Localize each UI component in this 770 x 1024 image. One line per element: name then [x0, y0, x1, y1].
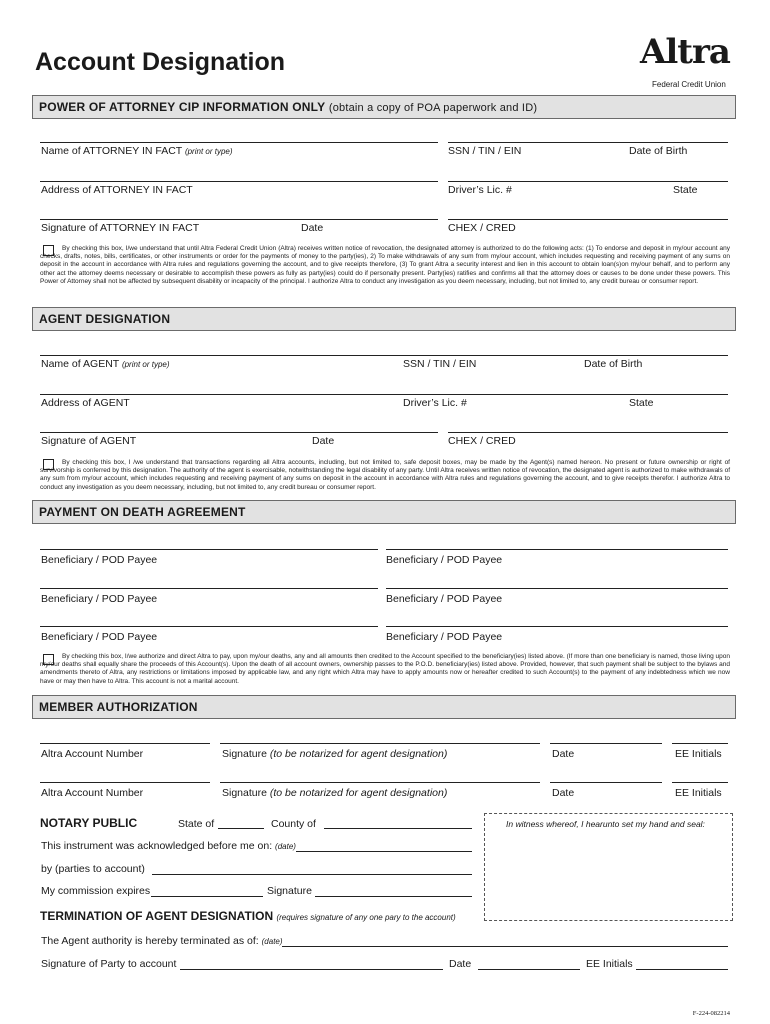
- termination-ee-label: EE Initials: [586, 958, 633, 970]
- member-account-line-2[interactable]: [40, 782, 210, 783]
- termination-signature-label: Signature of Party to account: [41, 958, 177, 970]
- poa-name-line[interactable]: [40, 142, 438, 143]
- poa-dl-label: Driver’s Lic. #: [448, 184, 512, 196]
- member-date-line-2[interactable]: [550, 782, 662, 783]
- agent-ssn-label: SSN / TIN / EIN: [403, 358, 477, 370]
- member-ee-line-1[interactable]: [672, 743, 728, 744]
- member-date-label-1: Date: [552, 748, 575, 760]
- member-ee-label-1: EE Initials: [675, 748, 722, 760]
- agent-signature-line[interactable]: [40, 432, 438, 433]
- poa-dl-line[interactable]: [448, 181, 728, 182]
- agent-name-line[interactable]: [40, 355, 728, 356]
- pod-beneficiary-label-3b: Beneficiary / POD Payee: [386, 631, 503, 643]
- notary-signature-label: Signature: [267, 885, 312, 897]
- termination-date2-label: Date: [449, 958, 472, 970]
- poa-ssn-label: SSN / TIN / EIN: [448, 145, 522, 157]
- member-signature-line-1[interactable]: [220, 743, 540, 744]
- pod-line-1a[interactable]: [40, 549, 378, 550]
- agent-address-label: Address of AGENT: [41, 397, 130, 409]
- notary-seal-box[interactable]: [484, 813, 733, 921]
- page-title: Account Designation: [35, 48, 286, 76]
- notary-commission-label: My commission expires: [41, 885, 151, 897]
- pod-beneficiary-label-1b: Beneficiary / POD Payee: [386, 554, 503, 566]
- poa-header-note: (obtain a copy of POA paperwork and ID): [328, 102, 538, 114]
- agent-address-line[interactable]: [40, 394, 728, 395]
- member-date-line-1[interactable]: [550, 743, 662, 744]
- agent-section-header: [32, 307, 736, 331]
- altra-logo: Altra: [640, 32, 730, 72]
- poa-address-label: Address of ATTORNEY IN FACT: [41, 184, 193, 196]
- notary-ack-label: This instrument was acknowledged before me on: (date): [41, 840, 296, 852]
- pod-header-text: PAYMENT ON DEATH AGREEMENT: [39, 505, 246, 519]
- notary-ack-line[interactable]: [296, 851, 472, 852]
- termination-date-label: The Agent authority is hereby terminated as of: (date): [41, 935, 283, 947]
- poa-chex-label: CHEX / CRED: [448, 222, 516, 234]
- member-signature-label-1: Signature (to be notarized for agent designation): [222, 748, 448, 760]
- notary-by-line[interactable]: [152, 874, 472, 875]
- notary-state-line[interactable]: [218, 828, 264, 829]
- member-account-label-1: Altra Account Number: [41, 748, 144, 760]
- poa-address-line[interactable]: [40, 181, 438, 182]
- agent-chex-label: CHEX / CRED: [448, 435, 516, 447]
- agent-date-label: Date: [312, 435, 335, 447]
- poa-chex-line[interactable]: [448, 219, 728, 220]
- notary-by-label: by (parties to account): [41, 863, 145, 875]
- pod-line-3b[interactable]: [386, 626, 728, 627]
- poa-dob-label: Date of Birth: [629, 145, 688, 157]
- form-number: F-224-082214: [692, 1010, 730, 1017]
- member-date-label-2: Date: [552, 787, 575, 799]
- member-signature-label-2: Signature (to be notarized for agent designation): [222, 787, 448, 799]
- termination-date-line[interactable]: [282, 946, 728, 947]
- pod-consent-text: By checking this box, I/we authorize and direct Altra to pay, upon my/our deaths, any and all amounts then credited to the Account specified to the beneficiary(ies) listed above. (If more than one beneficiary is named, those living upon my/our deaths shall equally share the proceeds of this Account(s). Upon the death of all account owners, ownership passes to the P.O.D. beneficiary(ies) listed above. Provided, however, that such payment shall be subject to the bylaws and amendments thereto of Altra, any restrictions or limitations imposed by applicable law, and any right which Altra may have to apply amounts now or hereafter credited to such Account(s) to the payment of any indebtedness which we now have or may then have to Altra. This account is not a marital account.: [40, 653, 730, 685]
- notary-seal-text: In witness whereof, I hearunto set my hand and seal:: [506, 819, 705, 829]
- logo-subtitle: Federal Credit Union: [652, 80, 726, 89]
- agent-consent-text: By checking this box, I /we understand that transactions regarding all Altra accounts, including, but not limited to, safe deposit boxes, may be made by the Agent(s) named hereon. No present or future ownership or right of survivorship is conferred by this designation. The authority of the agent is exercisable, notwithstanding the legal disability of any party. Until Altra receives written notice of revocation, the designated agent is authorized to make withdrawals of any sum from my/our account, which includes requesting and receiving payment of any sums on deposit in the account in accordance with Altra rules and regulations governing the account, and to give receipts therefor. I authorize Altra to conduct any investigation as you deem necessary, including, but not limited to, any credit bureau or consumer report.: [40, 459, 730, 491]
- notary-county-label: County of: [271, 818, 316, 830]
- member-ee-label-2: EE Initials: [675, 787, 722, 799]
- poa-consent-text: By checking this box, I/we understand that until Altra Federal Credit Union (Altra) receives written notice of revocation, the designated attorney is authorized to do the following acts: (1) To endorse and deposit in my/our account any checks, drafts, notes, bills, certificates, or other instruments or order for the payments of money to the party(ies), 2) To make withdrawals of any sum from my/our account, which includes requesting and receiving payment of any sums on deposit in the account in accordance with Altra rules and regulations governing the account, and to give receipts therefore, (3) To grant Altra a security interest and lien in this account to obtain loan(s)on my/our behalf, and to perform any other act the attorney deems necessary or desirable to accomplish these powers as fully as party(ies) could do if personally present. Party(ies) ratifies and confirms all that the attorney does or causes to be done under these powers. This Power of Attorney shall not be affected by subsequent disability or incapacity of the principal. I authorize Altra to conduct any investigation as you deem necessary, including, but not limited to, any credit bureau or consumer report.: [40, 245, 730, 285]
- member-account-line-1[interactable]: [40, 743, 210, 744]
- agent-signature-label: Signature of AGENT: [41, 435, 137, 447]
- notary-commission-line[interactable]: [151, 896, 263, 897]
- termination-signature-line[interactable]: [180, 969, 443, 970]
- pod-beneficiary-label-1a: Beneficiary / POD Payee: [41, 554, 158, 566]
- poa-ssn-dob-line[interactable]: [448, 142, 728, 143]
- poa-header-text: POWER OF ATTORNEY CIP INFORMATION ONLY: [39, 100, 326, 114]
- notary-county-line[interactable]: [324, 828, 472, 829]
- poa-signature-line[interactable]: [40, 219, 438, 220]
- poa-signature-label: Signature of ATTORNEY IN FACT: [41, 222, 200, 234]
- notary-state-label: State of: [178, 818, 215, 830]
- notary-signature-line[interactable]: [315, 896, 472, 897]
- member-section-header: [32, 695, 736, 719]
- agent-name-label: Name of AGENT (print or type): [41, 358, 170, 370]
- poa-name-label: Name of ATTORNEY IN FACT (print or type): [41, 145, 233, 157]
- poa-date-label: Date: [301, 222, 324, 234]
- notary-title: NOTARY PUBLIC: [40, 816, 138, 830]
- pod-line-2b[interactable]: [386, 588, 728, 589]
- poa-state-label: State: [673, 184, 698, 196]
- termination-title: TERMINATION OF AGENT DESIGNATION (requires signature of any one pary to the account): [40, 909, 456, 923]
- agent-dob-label: Date of Birth: [584, 358, 643, 370]
- member-signature-line-2[interactable]: [220, 782, 540, 783]
- member-header-text: MEMBER AUTHORIZATION: [39, 700, 198, 714]
- pod-line-2a[interactable]: [40, 588, 378, 589]
- poa-section-header: [32, 95, 736, 119]
- pod-line-1b[interactable]: [386, 549, 728, 550]
- pod-section-header: [32, 500, 736, 524]
- termination-ee-line[interactable]: [636, 969, 728, 970]
- pod-beneficiary-label-3a: Beneficiary / POD Payee: [41, 631, 158, 643]
- agent-state-label: State: [629, 397, 654, 409]
- member-ee-line-2[interactable]: [672, 782, 728, 783]
- agent-header-text: AGENT DESIGNATION: [39, 312, 171, 326]
- pod-line-3a[interactable]: [40, 626, 378, 627]
- pod-beneficiary-label-2b: Beneficiary / POD Payee: [386, 593, 503, 605]
- agent-dl-label: Driver’s Lic. #: [403, 397, 467, 409]
- member-account-label-2: Altra Account Number: [41, 787, 144, 799]
- termination-date2-line[interactable]: [478, 969, 580, 970]
- agent-chex-line[interactable]: [448, 432, 728, 433]
- pod-beneficiary-label-2a: Beneficiary / POD Payee: [41, 593, 158, 605]
